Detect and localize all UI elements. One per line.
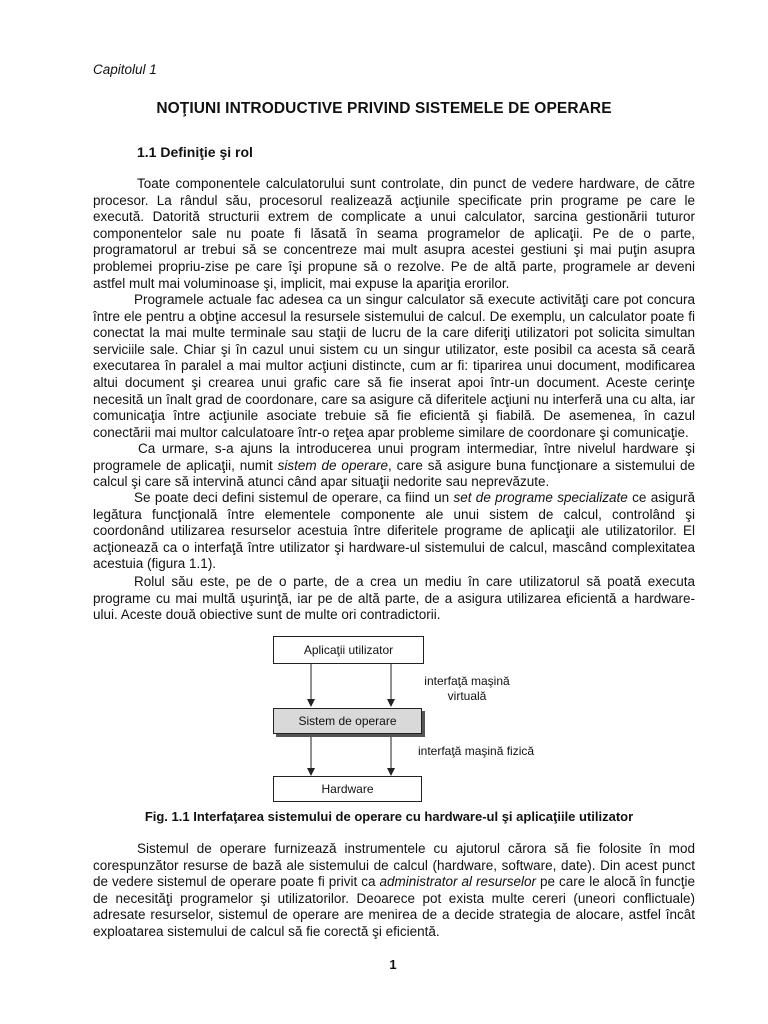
- box-hardware: [273, 776, 422, 802]
- paragraph-1: Toate componentele calculatorului sunt controlate, din punct de vedere hardware, de către procesor. La rândul său, procesorul realizează acţiunile specificate prin programe pe care le execută. Datorită structurii extrem de complicate a unui calculator, sarcina gestionării tuturor componentelor sale nu poate fi lăsată în seama programelor de aplicaţii. Pe de o parte, programatorul ar trebui să se concentreze mai mult asupra acestei gestiuni şi mai puţin asupra problemei propriu-zise pe care îşi propune să o rezolve. Pe de altă parte, programele ar deveni astfel mult mai voluminoase şi, implicit, mai expuse la apariţia erorilor.: [93, 176, 695, 291]
- box-operating-system-label: Sistem de operare: [298, 714, 397, 728]
- paragraph-5: Rolul său este, pe de o parte, de a crea un mediu în care utilizatorul să poată executa programe cu mai multă uşurinţă, iar pe de altă parte, de a asigura utilizarea eficientă a hardware-ului. Aceste două obiective sunt de multe ori contradictorii.: [93, 574, 695, 623]
- paragraph-4-text-b: ce asigură legătura funcţională între elementele componente ale unui sistem de calcul, controlând şi coordonând utilizarea resurselor acestuia între diferitele programe de aplicaţii ale utilizatorilor. El acţionează ca o interfaţă între utilizator şi hardware-ul sistemului de calcul, mascând complexitatea acestuia (figura 1.1).: [93, 490, 695, 572]
- box-hardware-label: Hardware: [321, 782, 374, 796]
- page-number: 1: [389, 957, 397, 972]
- figure-caption: Fig. 1.1 Interfaţarea sistemului de operare cu hardware-ul şi aplicaţiile utilizator: [144, 809, 634, 824]
- paragraph-6: [93, 841, 695, 941]
- paragraph-3: [93, 441, 695, 491]
- label-virtual-line-1: interfaţă maşină: [424, 674, 510, 688]
- term-administrator-al-resurselor: administrator al resurselor: [379, 874, 536, 890]
- box-operating-system: [273, 708, 422, 734]
- paragraph-3-text-a: Ca urmare, s-a ajuns la introducerea unui program intermediar, între nivelul hardware şi programele de aplicaţii, numit: [93, 441, 695, 473]
- term-set-de-programe: set de programe specializate: [453, 490, 628, 505]
- label-virtual-line-2: virtuală: [447, 689, 487, 703]
- box-user-applications: [273, 636, 424, 664]
- label-physical-machine-interface: interfaţă maşină fizică: [418, 744, 535, 758]
- label-virtual-machine-interface: [412, 674, 522, 704]
- chapter-label: Capitolul 1: [93, 62, 157, 77]
- paragraph-4: [93, 490, 695, 573]
- section-heading: 1.1 Definiţie şi rol: [137, 144, 253, 160]
- paragraph-3-text-b: , care să asigure buna funcţionare a sistemului de calcul şi care să intervină atunci când apar situaţii nedorite sau neprevăzute.: [93, 457, 695, 490]
- paragraph-6-text-a: Sistemul de operare furnizează instrumentele cu ajutorul cărora să fie folosite în mod corespunzător resurse de bază ale sistemului de calcul (hardware, software, date). Din acest punct de vedere sistemul de operare poate fi privit ca: [93, 841, 695, 890]
- term-sistem-de-operare: sistem de operare: [277, 457, 388, 473]
- box-user-applications-label: Aplicaţii utilizator: [303, 643, 394, 657]
- chapter-title: NOŢIUNI INTRODUCTIVE PRIVIND SISTEMELE DE OPERARE: [156, 100, 612, 117]
- paragraph-6-text-b: pe care le alocă în funcţie de necesităţi programelor şi utilizatorilor. Deoarece pot exista multe cereri (uneori conflictuale) adresate resurselor, sistemul de operare are menirea de a decide strategia de alocare, astfel încât exploatarea sistemului de calcul să fie corectă şi eficientă.: [93, 874, 695, 939]
- paragraph-2: Programele actuale fac adesea ca un singur calculator să execute activităţi care pot concura între ele pentru a obţine accesul la resursele sistemului de calcul. De exemplu, un calculator poate fi conectat la mai multe terminale sau staţii de lucru de la care diferiţi utilizatori pot solicita simultan serviciile sale. Chiar şi în cazul unui sistem cu un singur utilizator, este posibil ca acesta să ceară executarea în paralel a mai multor acţiuni distincte, cum ar fi: tiparirea unui document, modificarea altui document şi crearea unui grafic care să fie inserat apoi într-un document. Aceste cerinţe necesită un înalt grad de coordonare, care sa asigure că diferitele acţiuni nu interferă una cu alta, iar comunicaţia între acţiunile asociate trebuie să fie eficientă şi fiabilă. De asemenea, în cazul conectării mai multor calculatoare într-o reţea apar probleme similare de coordonare şi comunicaţie.: [93, 292, 695, 440]
- paragraph-4-text-a: Se poate deci defini sistemul de operare, ca fiind un: [134, 490, 454, 505]
